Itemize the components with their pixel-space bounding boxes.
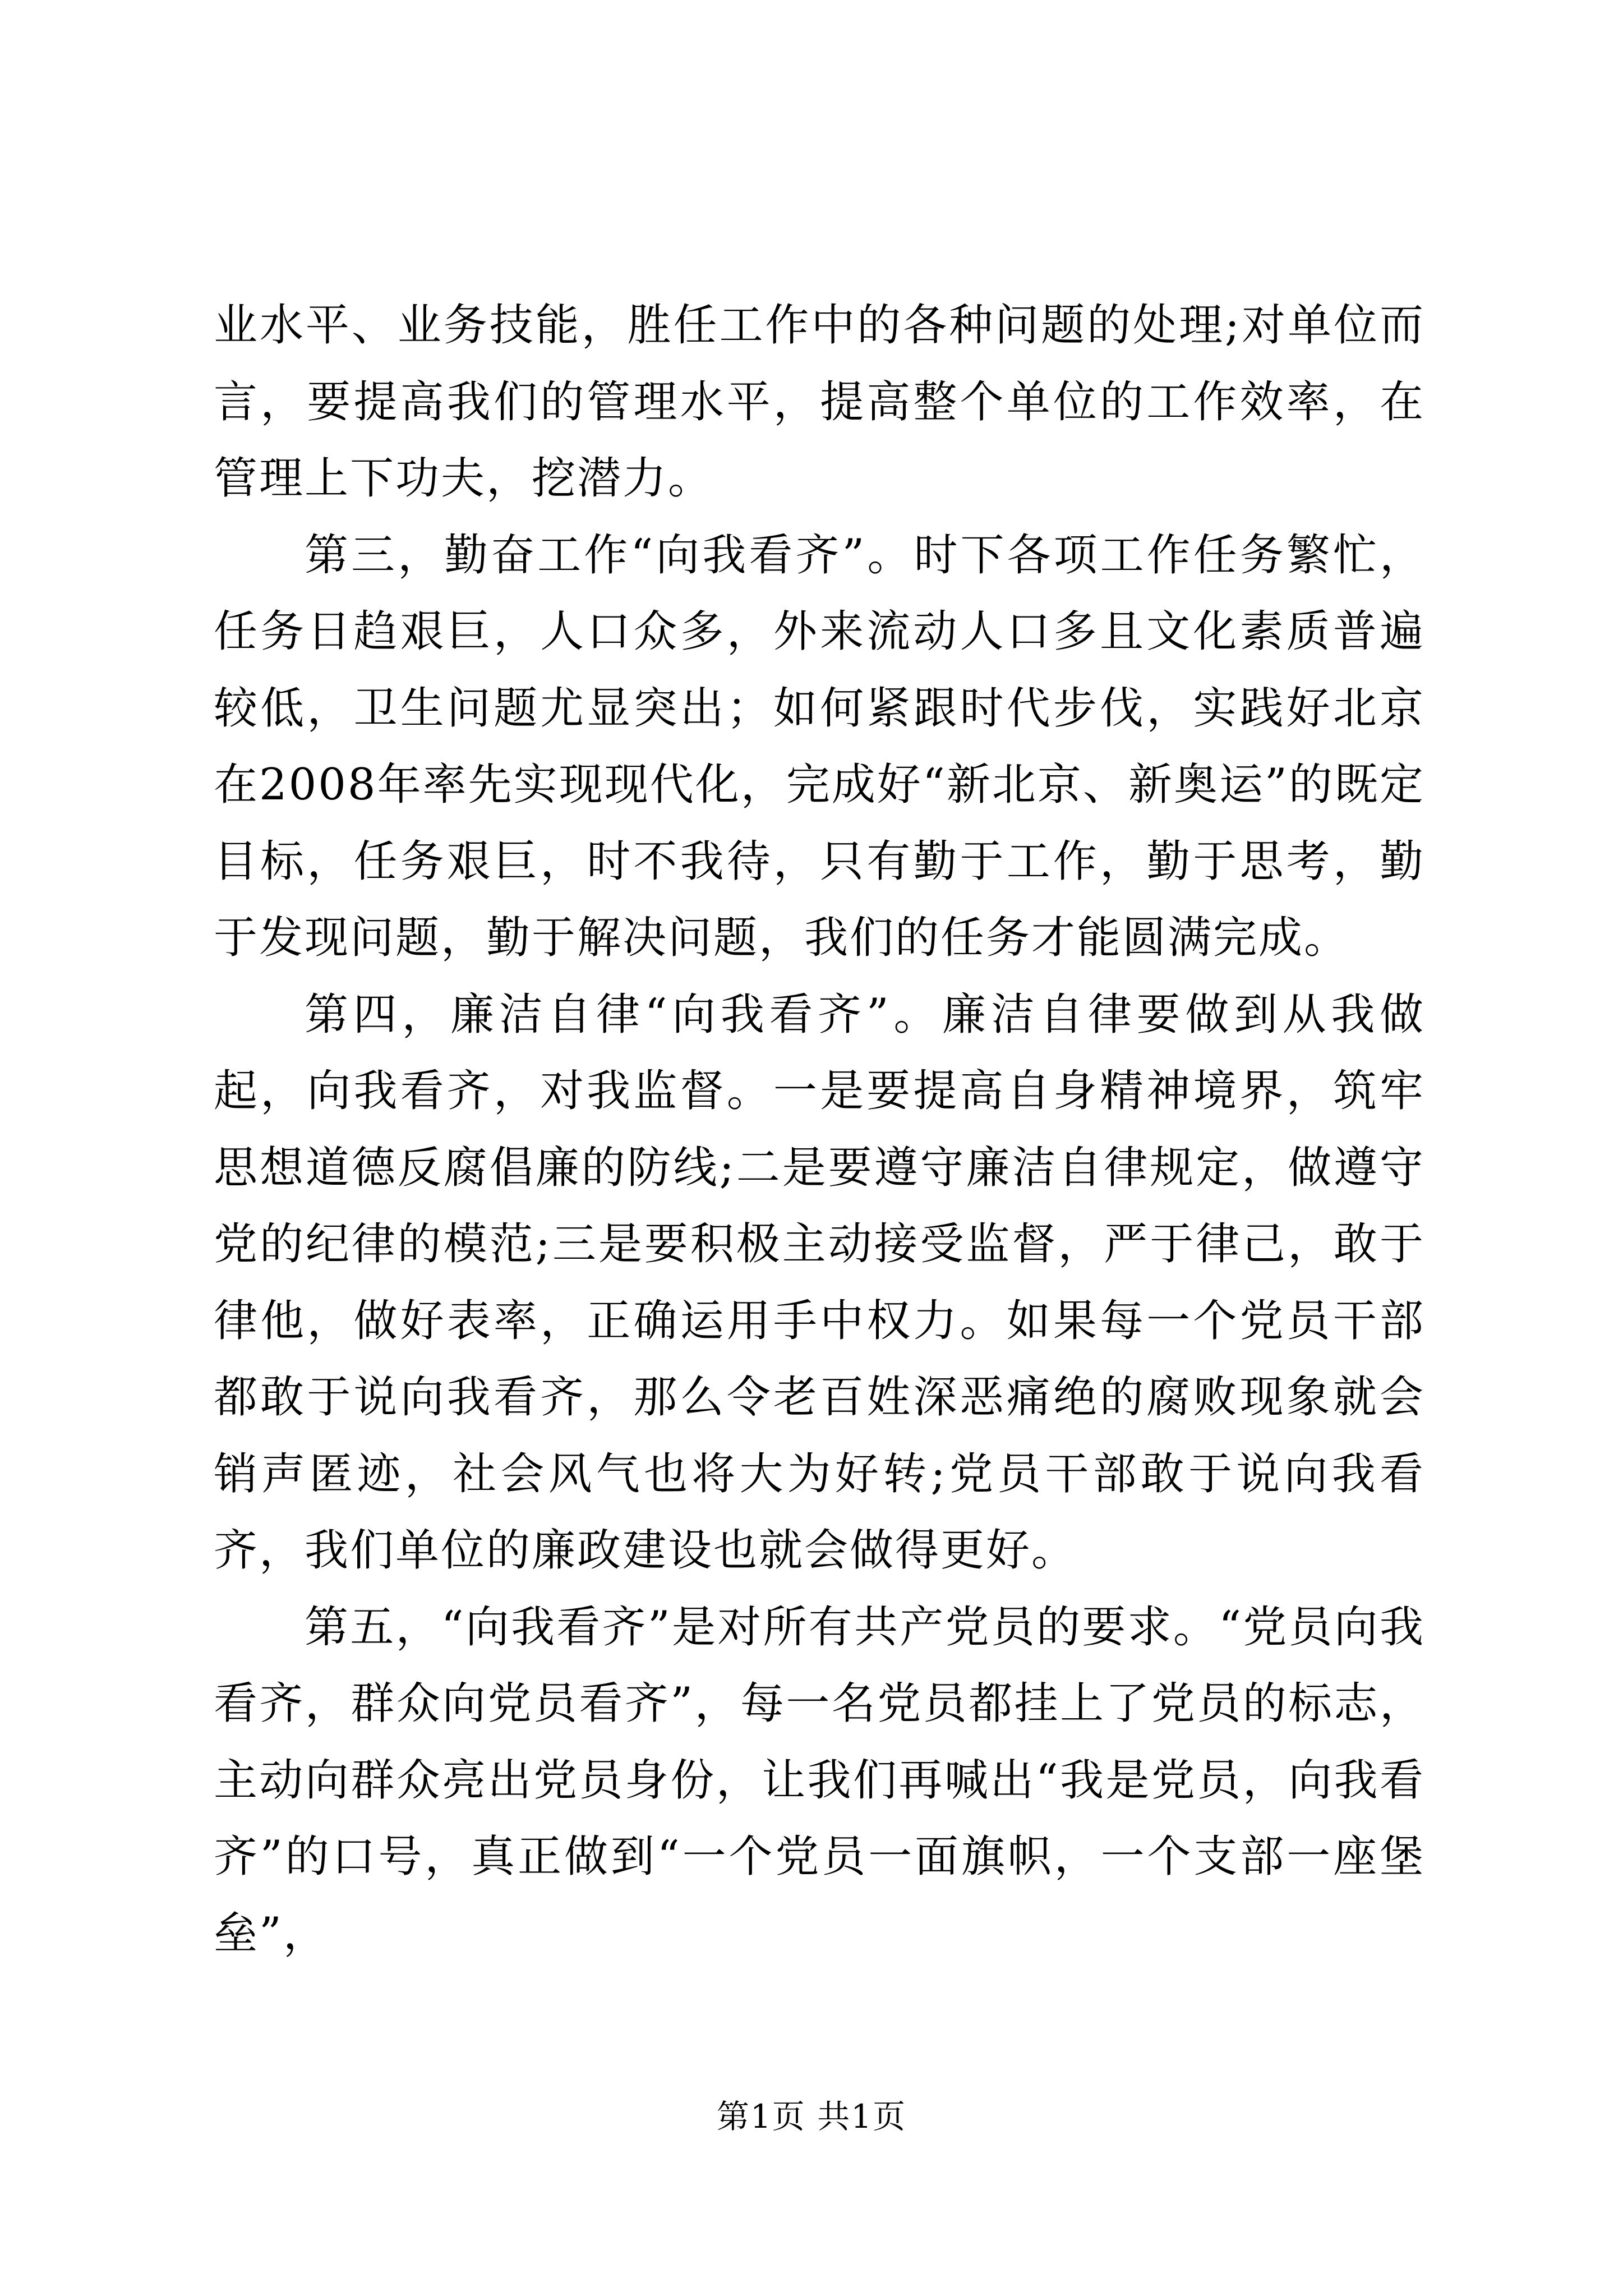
paragraph-fourth-point: 第四，廉洁自律“向我看齐”。廉洁自律要做到从我做起，向我看齐，对我监督。一是要提高自身精神境界，筑牢思想道德反腐倡廉的防线;二是要遵守廉洁自律规定，做遵守党的纪律的模范;三是要积极主动接受监督，严于律己，敢于律他，做好表率，正确运用手中权力。如果每一个党员干部都敢于说向我看齐，那么令老百姓深恶痛绝的腐败现象就会销声匿迹，社会风气也将大为好转;党员干部敢于说向我看齐，我们单位的廉政建设也就会做得更好。	[214, 989, 1425, 1576]
paragraph-continuation: 业水平、业务技能，胜任工作中的各种问题的处理;对单位而言，要提高我们的管理水平，提高整个单位的工作效率，在管理上下功夫，挖潜力。	[214, 300, 1425, 504]
document-body	[214, 287, 1425, 1972]
paragraph-fifth-point: 第五，“向我看齐”是对所有共产党员的要求。“党员向我看齐，群众向党员看齐”，每一名党员都挂上了党员的标志，主动向群众亮出党员身份，让我们再喊出“我是党员，向我看齐”的口号，真正做到“一个党员一面旗帜，一个支部一座堡垒”，	[214, 1602, 1425, 1959]
paragraph-third-point: 第三，勤奋工作“向我看齐”。时下各项工作任务繁忙，任务日趋艰巨，人口众多，外来流动人口多且文化素质普遍较低，卫生问题尤显突出；如何紧跟时代步伐，实践好北京在2008年率先实现现代化，完成好“新北京、新奥运”的既定目标，任务艰巨，时不我待，只有勤于工作，勤于思考，勤于发现问题，勤于解决问题，我们的任务才能圆满完成。	[214, 530, 1425, 963]
page-footer: 第1页 共1页	[716, 2097, 907, 2136]
